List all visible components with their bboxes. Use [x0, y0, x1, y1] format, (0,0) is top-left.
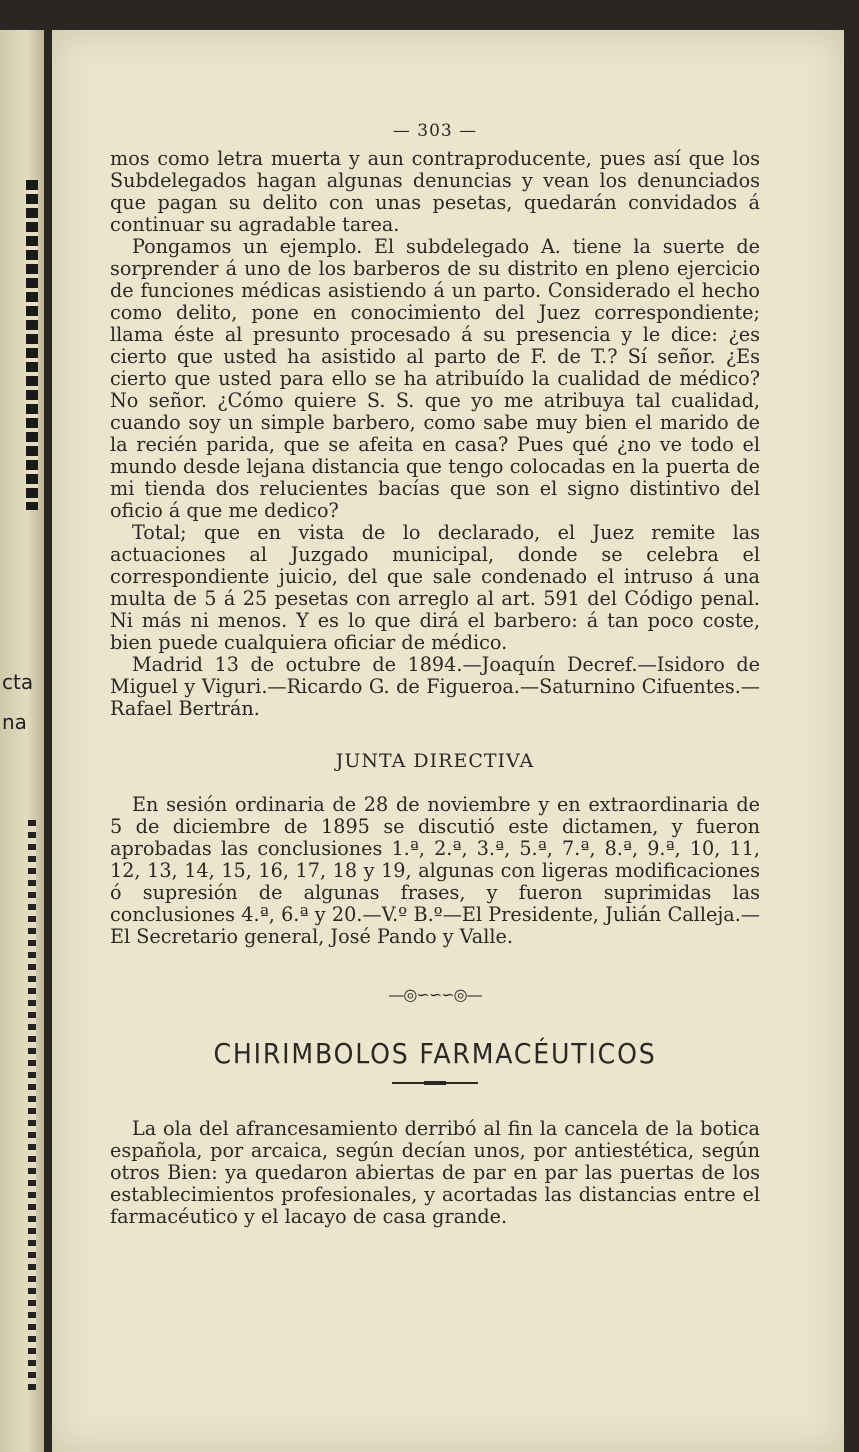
paragraph: Pongamos un ejemplo. El subdelegado A. tiene la suerte de sorprender á uno de los barberos de su distrito en pleno ejercicio de funciones médicas asistiendo á un parto. Considerado el hecho como delito, pone en conocimiento del Juez correspondiente; llama éste al presunto procesado á su presencia y le dice: ¿es cierto que usted ha asistido al parto de F. de T.? Sí señor. ¿Es cierto que usted para ello se ha atribuído la cualidad de médico? No señor. ¿Cómo quiere S. S. que yo me atribuya tal cualidad, cuando soy un simple barbero, como sabe muy bien el marido de la recién parida, que se afeita en casa? Pues qué ¿no ve todo el mundo desde lejana distancia que tengo colocadas en la puerta de mi tienda dos relucientes bacías que son el signo distintivo del oficio á que me dedico?: [110, 235, 760, 522]
paragraph: Total; que en vista de lo declarado, el Juez remite las actuaciones al Juzgado municipal, donde se celebra el correspondiente juicio, del que sale condenado el intruso á una multa de 5 á 25 pesetas con arreglo al art. 591 del Código penal. Ni más ni menos. Y es lo que dirá el barbero: á tan poco coste, bien puede cualquiera oficiar de médico.: [110, 521, 760, 654]
title-rule: [392, 1082, 478, 1084]
ornament-divider: —◎∽∽∽◎—: [388, 985, 482, 1004]
article-paragraph: La ola del afrancesamiento derribó al fin la cancela de la botica española, por arcaica, según decían unos, por antiestética, según otros Bien: ya quedaron abiertas de par en par las puertas de los establecimientos profesionales, y acortadas las distancias entre el farmacéutico y el lacayo de casa grande.: [110, 1117, 760, 1228]
decorative-border: [28, 820, 36, 1390]
decorative-border: [26, 180, 38, 510]
document-page: [52, 30, 844, 1452]
article-title: CHIRIMBOLOS FARMACÉUTICOS: [213, 1037, 657, 1070]
adjacent-page-edge: [0, 30, 44, 1452]
signature-paragraph: Madrid 13 de octubre de 1894.—Joaquín Decref.—Isidoro de Miguel y Viguri.—Ricardo G. de Figueroa.—Saturnino Cifuentes.—Rafael Bertrán.: [110, 653, 760, 720]
adjacent-text-fragment: cta: [2, 670, 34, 694]
page-number: — 303 —: [392, 121, 478, 141]
section-heading: JUNTA DIRECTIVA: [335, 750, 535, 772]
paragraph: mos como letra muerta y aun contraproducente, pues así que los Subdelegados hagan algunas denuncias y vean los denunciados que pagan su delito con unas pesetas, quedarán convidados á continuar su agradable tarea.: [110, 147, 760, 236]
section-paragraph: En sesión ordinaria de 28 de noviembre y en extraordinaria de 5 de diciembre de 1895 se discutió este dictamen, y fueron aprobadas las conclusiones 1.ª, 2.ª, 3.ª, 5.ª, 7.ª, 8.ª, 9.ª, 10, 11, 12, 13, 14, 15, 16, 17, 18 y 19, algunas con ligeras modificaciones ó supresión de algunas frases, y fueron suprimidas las conclusiones 4.ª, 6.ª y 20.—V.º B.º—El Presidente, Julián Calleja.—El Secretario general, José Pando y Valle.: [110, 793, 760, 948]
adjacent-text-fragment: na: [2, 710, 27, 734]
page-content: [110, 116, 760, 1228]
